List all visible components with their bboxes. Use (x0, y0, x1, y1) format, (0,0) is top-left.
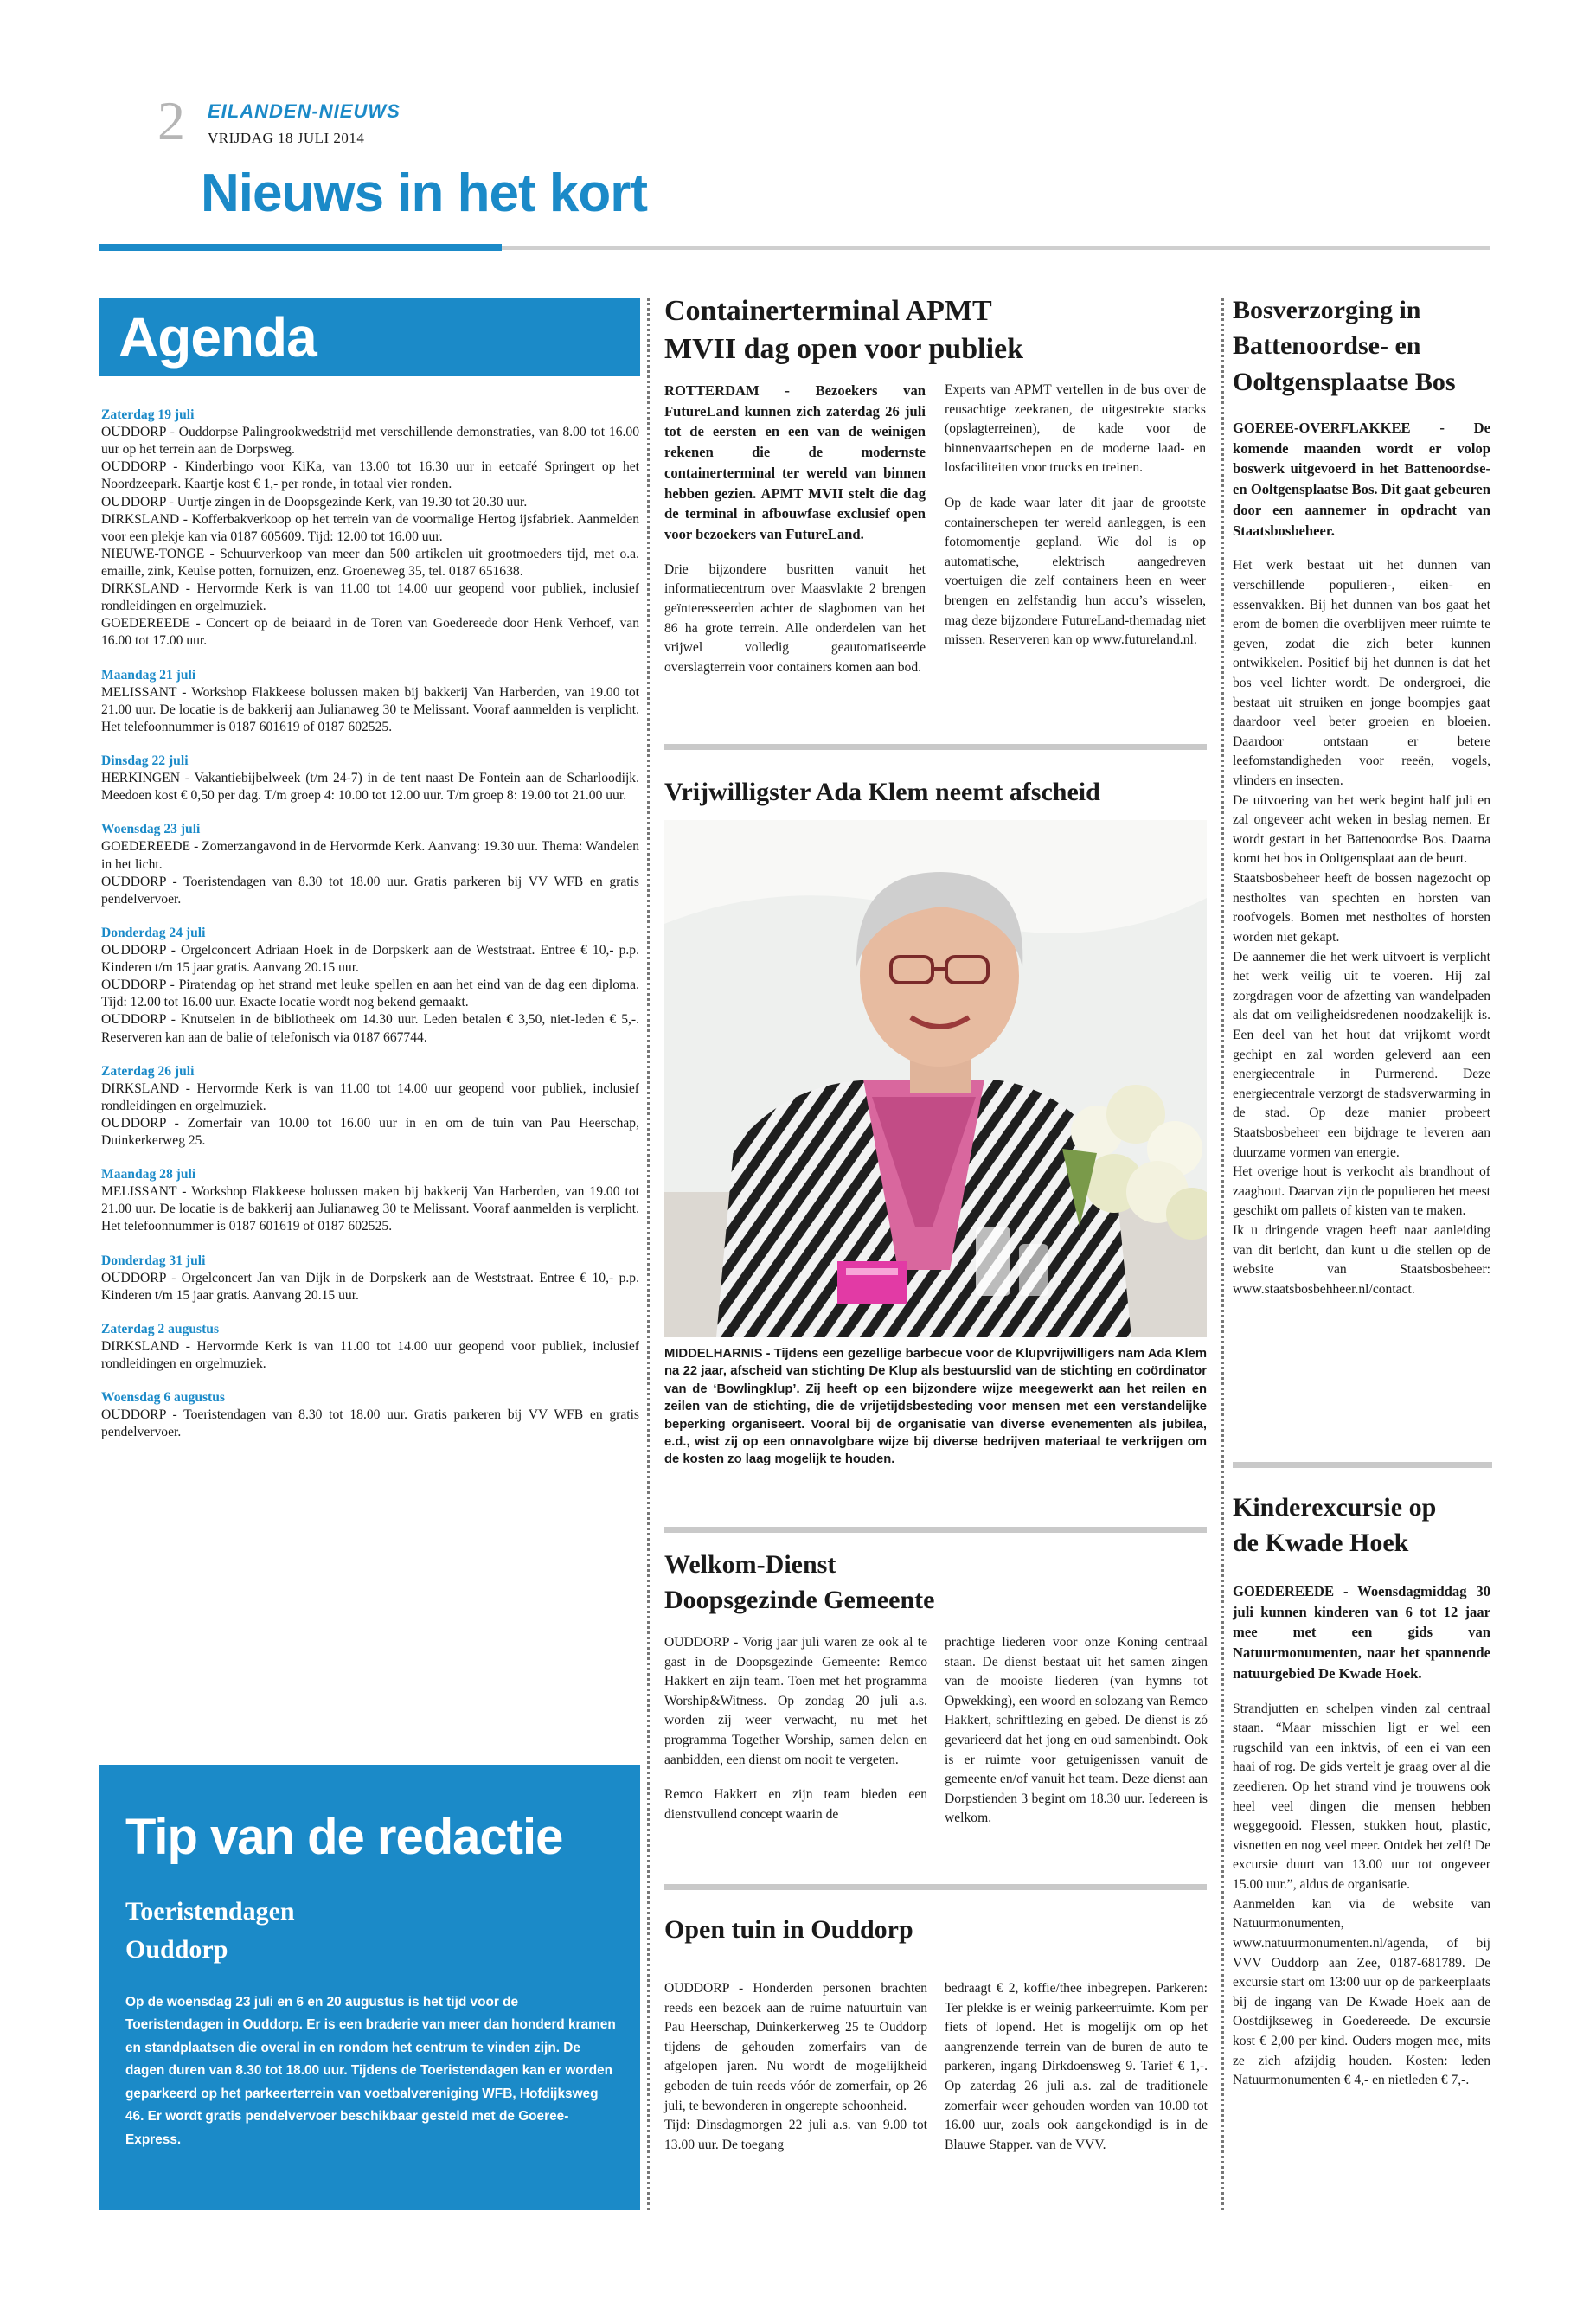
welkom-headline-line: Doopsgezinde Gemeente (664, 1586, 935, 1615)
container-paragraph: Op de kade waar later dit jaar de grootste containerschepen ter wereld aanleggen, is een fotomomentje gepland. Wie dol is op automatische, elektrisch aangedreven voertuigen die zelf containers heen en weer brengen en zelfstandig hun accu’s wisselen, mag deze bijzondere FutureLand-themadag niet missen. Reserveren kan op www.futureland.nl. (945, 496, 1206, 648)
tip-title: Tip van de redactie (125, 1809, 563, 1865)
container-headline (664, 292, 1209, 368)
column-divider (1221, 298, 1224, 2210)
welkom-paragraph: OUDDORP - Vorig jaar juli waren ze ook al te gast in de Doopsgezinde Gemeente: Remco Hakkert en zijn team. Toen met het programma Worship&Witness. Op zondag 20 juli a.s. worden zij weer verwacht, nu met het programma Together Worship, samen delen en aanbidden, een dienst om nooit te vergeten. (664, 1635, 927, 1767)
agenda-day-entries: GOEDEREEDE - Zomerzangavond in de Hervormde Kerk. Aanvang: 19.30 uur. Thema: Wandelen in het licht. OUDDORP - Toeristendagen van 8.30 tot 18.00 uur. Gratis parkeren bij VV WFB en gratis pendelvervoer. (101, 839, 639, 907)
welkom-paragraph: prachtige liederen voor onze Koning centraal staan. De dienst bestaat uit het samen zingen van de mooiste liederen (van hymns tot Opwekking), een woord en solozang van Remco Hakkert, schriftlezing en gebed. De dienst is zó gevarieerd dat het jong en oud samenbindt. Ook is er ruimte voor getuigenissen vanuit de gemeente en/of vanuit het team. Deze dienst aan Dorpstienden 3 begint om 18.30 uur. Iedereen is welkom. (945, 1635, 1208, 1826)
kinder-body: Strandjutten en schelpen vinden zal centraal staan. “Maar misschien ligt er wel een rugschild van een inktvis, of een ei van een haai of rog. De gids vertelt je graag over al die zeedieren. Op het strand vind je trouwens ook heel veel dingen die mensen hebben weggegooid. Flessen, stukken hout, plastic, visnetten en nog veel meer. Ontdek het zelf! De excursie duurt van 13.00 uur tot ongeveer 15.00 uur.”, aldus de organisatie. Aanmelden kan via de website van Natuurmonumenten, www.natuurmonumenten.nl/agenda, of bij VVV Ouddorp aan Zee, 0187-681789. De excursie start om 13:00 uur op de parkeerplaats bij de ingang van De Kwade Hoek aan de Oostdijkseweg in Goedereede. De excursie kost € 2,00 per kind. Ouders mogen mee, mits ze zich afzijdig houden. Kosten: leden Natuurmonumenten € 4,- en nietleden € 7,-. (1233, 1701, 1490, 2088)
agenda-day-heading: Donderdag 24 juli (101, 925, 206, 940)
agenda-day-heading: Zaterdag 2 augustus (101, 1321, 220, 1336)
tip-box (99, 1765, 640, 2210)
agenda-day-heading: Woensdag 23 juli (101, 822, 201, 837)
welkom-headline (664, 1547, 1209, 1618)
kinder-lead: GOEDEREEDE - Woensdagmiddag 30 juli kunnen kinderen van 6 tot 12 jaar mee met een gids van Natuurmonumenten, naar het spannende natuurgebied De Kwade Hoek. (1233, 1583, 1490, 1682)
ada-headline: Vrijwilligster Ada Klem neemt afscheid (664, 778, 1100, 806)
ada-klem-photo-illustration (664, 820, 1207, 1337)
agenda-day-entries: DIRKSLAND - Hervormde Kerk is van 11.00 tot 14.00 uur geopend voor publiek, inclusief rondleidingen en orgelmuziek. OUDDORP - Zomerfair van 10.00 tot 16.00 uur in en om de tuin van Pau Heerschap, Duinkerkerweg 25. (101, 1080, 639, 1149)
column-divider (647, 298, 650, 2210)
opentuin-col1: OUDDORP - Honderden personen brachten reeds een bezoek aan de ruime natuurtuin van Pau Heerschap, Duinkerkerweg 25 te Ouddorp tijdens de gehouden zomerfairs van de afgelopen jaren. Nu wordt de mogelijkheid geboden de tuin reeds vóór de zomerfair, op 26 juli, te bewonderen in ongerepte schoonheid. Tijd: Dinsdagmorgen 22 juli a.s. van 9.00 tot 13.00 uur. De toegang (664, 1981, 927, 2152)
tip-subtitle-line: Toeristendagen (125, 1897, 295, 1926)
agenda-day-heading: Zaterdag 26 juli (101, 1063, 195, 1079)
welkom-col2 (945, 1633, 1208, 1829)
article-divider (664, 1884, 1207, 1890)
agenda-day-heading: Maandag 21 juli (101, 667, 196, 683)
welkom-col1 (664, 1633, 927, 1824)
bos-headline-line: Ooltgensplaatse Bos (1233, 367, 1456, 396)
article-divider (664, 1527, 1207, 1533)
agenda-day-entries: MELISSANT - Workshop Flakkeese bolussen maken bij bakkerij Van Harberden, van 19.00 tot 21.00 uur. De locatie is de bakkerij aan Julianaweg 30 te Melissant. Vooraf aanmelden is verplicht. Het telefoonnummer is 0187 601619 of 0187 602525. (101, 684, 639, 734)
agenda-day-entries: OUDDORP - Toeristendagen van 8.30 tot 18.00 uur. Gratis parkeren bij VV WFB en gratis pendelvervoer. (101, 1407, 639, 1440)
bos-body: Het werk bestaat uit het dunnen van verschillende populieren-, eiken- en essenvakken. Bij het dunnen van bos gaat het erom de bomen die overblijven meer ruimte te geven, zodat die zich beter kunnen ontwikkelen. Positief bij het dunnen is dat het bos veel lichter wordt. De ondergroei, die bestaat uit struiken en jonge boompjes gaat daardoor veel beter groeien en bloeien. Daardoor ontstaan er betere leefomstandigheden voor reeën, vogels, vlinders en insecten. De uitvoering van het werk begint half juli en zal ongeveer acht weken in beslag nemen. Er wordt gestart in het Battenoordse Bos. Daarna komt het bos in Ooltgensplaat aan de beurt. Staatsbosbeheer heeft de bossen nagezocht op nestholtes van spechten en horsten van roofvogels. Bomen met nestholtes of horsten worden niet gekapt. De aannemer die het werk uitvoert is verplicht het werk veilig uit te voeren. Hij zal zorgdragen voor de afzetting van wandelpaden als dat om veiligheidsredenen noodzakelijk is. Een deel van het hout dat vrijkomt wordt gechipt en zal worden geleverd aan een energiecentrale in Purmerend. Deze energiecentrale verzorgt de stadsverwarming in de stad. Op deze manier probeert Staatsbosbeheer een bijdrage te leveren aan duurzame vormen van energie. Het overige hout is verkocht als brandhout of zaaghout. Daarvan zijn de populieren het meest geschikt om pallets of kisten van te maken. Ik u dringende vragen heeft naar aanleiding van dit bericht, dan kunt u die stellen op de website van Staatsbosbeheer: www.staatsbosbehheer.nl/contact. (1233, 558, 1490, 1297)
kinder-headline (1233, 1490, 1492, 1561)
opentuin-headline: Open tuin in Ouddorp (664, 1915, 913, 1944)
page-number: 2 (157, 90, 185, 151)
agenda-day-entries: HERKINGEN - Vakantiebijbelweek (t/m 24-7) in de tent naast De Fontein aan de Scharloodijk. Meedoen kost € 0,50 per dag. T/m groep 4: 10.00 tot 12.00 uur. T/m groep 8: 19.00 tot 21.00 uur. (101, 771, 639, 804)
bos-headline-line: Battenoordse- en (1233, 331, 1421, 361)
bos-article (1233, 418, 1490, 1299)
ada-caption: MIDDELHARNIS - Tijdens een gezellige barbecue voor de Klupvrijwilligers nam Ada Klem na 22 jaar, afscheid van stichting De Klup als bestuurslid van de stichting en coördinator van de ‘Bowlingklup’. Zij heeft op een bijzondere wijze meegewerkt aan het reilen en zeilen van de stichting, die de vrijetijdsbesteding voor mensen met een verstandelijke beperking organiseert. Vooral bij de organisatie van diverse evenementen als jubilea, e.d., wist zij op een onnavolgbare wijze bij diverse bedrijven materiaal te verkrijgen om de kosten zo laag mogelijk te houden. (664, 1347, 1207, 1467)
newspaper-logo: EILANDEN-NIEUWS (208, 100, 401, 122)
agenda-day-entries: OUDDORP - Orgelconcert Adriaan Hoek in de Dorpskerk aan de Weststraat. Entree € 10,- p.p. Kinderen t/m 15 jaar gratis. Aanvang 20.15 uur. OUDDORP - Piratendag op het strand met leuke spellen en aan het eind van de dag een diploma. Tijd: 12.00 tot 16.00 uur. Exacte locatie wordt nog bekend gemaakt. OUDDORP - Knutselen in de bibliotheek om 14.30 uur. Leden betalen € 3,50, niet-leden € 5,-. Reserveren kan aan de balie of telefonisch via 0187 667744. (101, 942, 639, 1045)
welkom-paragraph: Remco Hakkert en zijn team bieden een dienstvullend concept waarin de (664, 1787, 927, 1822)
kinder-headline-line: de Kwade Hoek (1233, 1529, 1409, 1558)
agenda-day-heading: Maandag 28 juli (101, 1167, 196, 1183)
agenda-header (99, 298, 640, 376)
kinder-article (1233, 1581, 1490, 2091)
agenda-day-heading: Zaterdag 19 juli (101, 407, 195, 422)
welkom-headline-line: Welkom-Dienst (664, 1550, 836, 1579)
container-headline-line: Containerterminal APMT (664, 295, 992, 327)
article-divider (1233, 1462, 1492, 1468)
agenda-day-entries: MELISSANT - Workshop Flakkeese bolussen maken bij bakkerij Van Harberden, van 19.00 tot 21.00 uur. De locatie is de bakkerij aan Julianaweg 30 te Melissant. Vooraf aanmelden is verplicht. Het telefoonnummer is 0187 601619 of 0187 602525. (101, 1184, 639, 1234)
container-paragraph: Drie bijzondere busritten vanuit het informatiecentrum over Maasvlakte 2 brengen geïnteresseerden achter de slagbomen van het 86 ha grote terrein. Alle onderdelen van het vrijwel volledig geautomatiseerde overslagterrein voor containers komen aan bod. (664, 561, 926, 675)
ada-klem-photo (664, 820, 1207, 1337)
section-title: Nieuws in het kort (201, 163, 647, 223)
container-col2 (945, 381, 1206, 651)
bos-lead: GOEREE-OVERFLAKKEE - De komende maanden wordt er volop boswerk uitgevoerd in het Battenoordse- en Ooltgensplaatse Bos. Dit gaat gebeuren door een aannemer in opdracht van Staatsbosbeheer. (1233, 420, 1490, 539)
bos-headline-line: Bosverzorging in (1233, 296, 1421, 324)
agenda-day-heading: Woensdag 6 augustus (101, 1390, 225, 1406)
container-col1 (664, 381, 926, 677)
tip-text: Op de woensdag 23 juli en 6 en 20 augustus is het tijd voor de Toeristendagen in Ouddorp. Er is een braderie van meer dan honderd kramen en standplaatsen die overal in en rondom het centrum te vinden zijn. De dagen duren van 8.30 tot 18.00 uur. Tijdens de Toeristendagen kan er worden geparkeerd op het parkeerterrein van voetbalvereniging WFB, Hofdijksweg 46. Er wordt gratis pendelvervoer beschikbaar gesteld met de Goeree-Express. (125, 1995, 616, 2147)
agenda-day-heading: Donderdag 31 juli (101, 1253, 206, 1268)
agenda-day-entries: OUDDORP - Orgelconcert Jan van Dijk in de Dorpskerk aan de Weststraat. Entree € 10,- p.p. Kinderen t/m 15 jaar gratis. Aanvang 20.15 uur. (101, 1270, 639, 1303)
tip-subtitle-line: Ouddorp (125, 1934, 228, 1964)
header-rule-grey (502, 246, 1490, 250)
agenda-list (101, 407, 639, 1442)
kinder-headline-line: Kinderexcursie op (1233, 1493, 1437, 1522)
agenda-day-entries: DIRKSLAND - Hervormde Kerk is van 11.00 tot 14.00 uur geopend voor publiek, inclusief rondleidingen en orgelmuziek. (101, 1339, 639, 1372)
container-lead: ROTTERDAM - Bezoekers van FutureLand kunnen zich zaterdag 26 juli tot de eersten en een van de weinigen rekenen die de modernste containerterminal ter wereld van binnen hebben gezien. APMT MVII stelt die dag de terminal in afbouwfase exclusief open voor bezoekers van FutureLand. (664, 382, 926, 543)
issue-date: VRIJDAG 18 JULI 2014 (208, 130, 365, 146)
article-divider (664, 744, 1207, 750)
container-paragraph: Experts van APMT vertellen in de bus over de reusachtige zeekranen, de uitgestrekte stacks (opslagterreinen), de kade voor de binnenvaartschepen en de moderne laad- en losfaciliteiten voor trucks en treinen. (945, 382, 1206, 476)
opentuin-col2: bedraagt € 2, koffie/thee inbegrepen. Parkeren: Ter plekke is er weinig parkeerruimte. Kom per fiets of lopend. Het is mogelijk om op het aangrenzende terrein van de buren de auto te parkeren, ingang Dirkdoensweg 9. Tarief € 1,-. Op zaterdag 26 juli a.s. zal de traditionele zomerfair weer gehouden worden van 10.00 tot 16.00 uur, zoals ook aangekondigd is in de Blauwe Stapper. van de VVV. (945, 1981, 1208, 2152)
agenda-day-heading: Dinsdag 22 juli (101, 753, 189, 768)
agenda-day-entries: OUDDORP - Ouddorpse Palingrookwedstrijd met verschillende demonstraties, van 8.00 tot 16.00 uur op het terrein aan de Dorpsweg. OUDDORP - Kinderbingo voor KiKa, van 13.00 tot 16.30 uur in eetcafé Springert op het Noordzeepark. Kaartje kost € 1,- per ronde, in totaal vier ronden. OUDDORP - Uurtje zingen in de Doopsgezinde Kerk, van 19.30 tot 20.30 uur. DIRKSLAND - Kofferbakverkoop op het terrein van de voormalige Hertog ijsfabriek. Aanmelden voor een plekje kan via 0187 605609. Tijd: 12.00 tot 16.00 uur. NIEUWE-TONGE - Schuurverkoop van meer dan 500 artikelen uit grootmoeders tijd, met o.a. emaille, zink, Keulse potten, fornuizen, enz. Groeneweg 35, tel. 0187 651638. DIRKSLAND - Hervormde Kerk is van 11.00 tot 14.00 uur geopend voor publiek, inclusief rondleidingen en orgelmuziek. GOEDEREEDE - Concert op de beiaard in de Toren van Goedereede door Henk Verhoef, van 16.00 tot 17.00 uur. (101, 425, 639, 649)
header-rule-blue (99, 244, 502, 251)
container-headline-line: MVII dag open voor publiek (664, 332, 1024, 365)
agenda-title: Agenda (119, 306, 317, 369)
bos-headline (1233, 292, 1492, 400)
tip-subtitle (125, 1893, 295, 1968)
